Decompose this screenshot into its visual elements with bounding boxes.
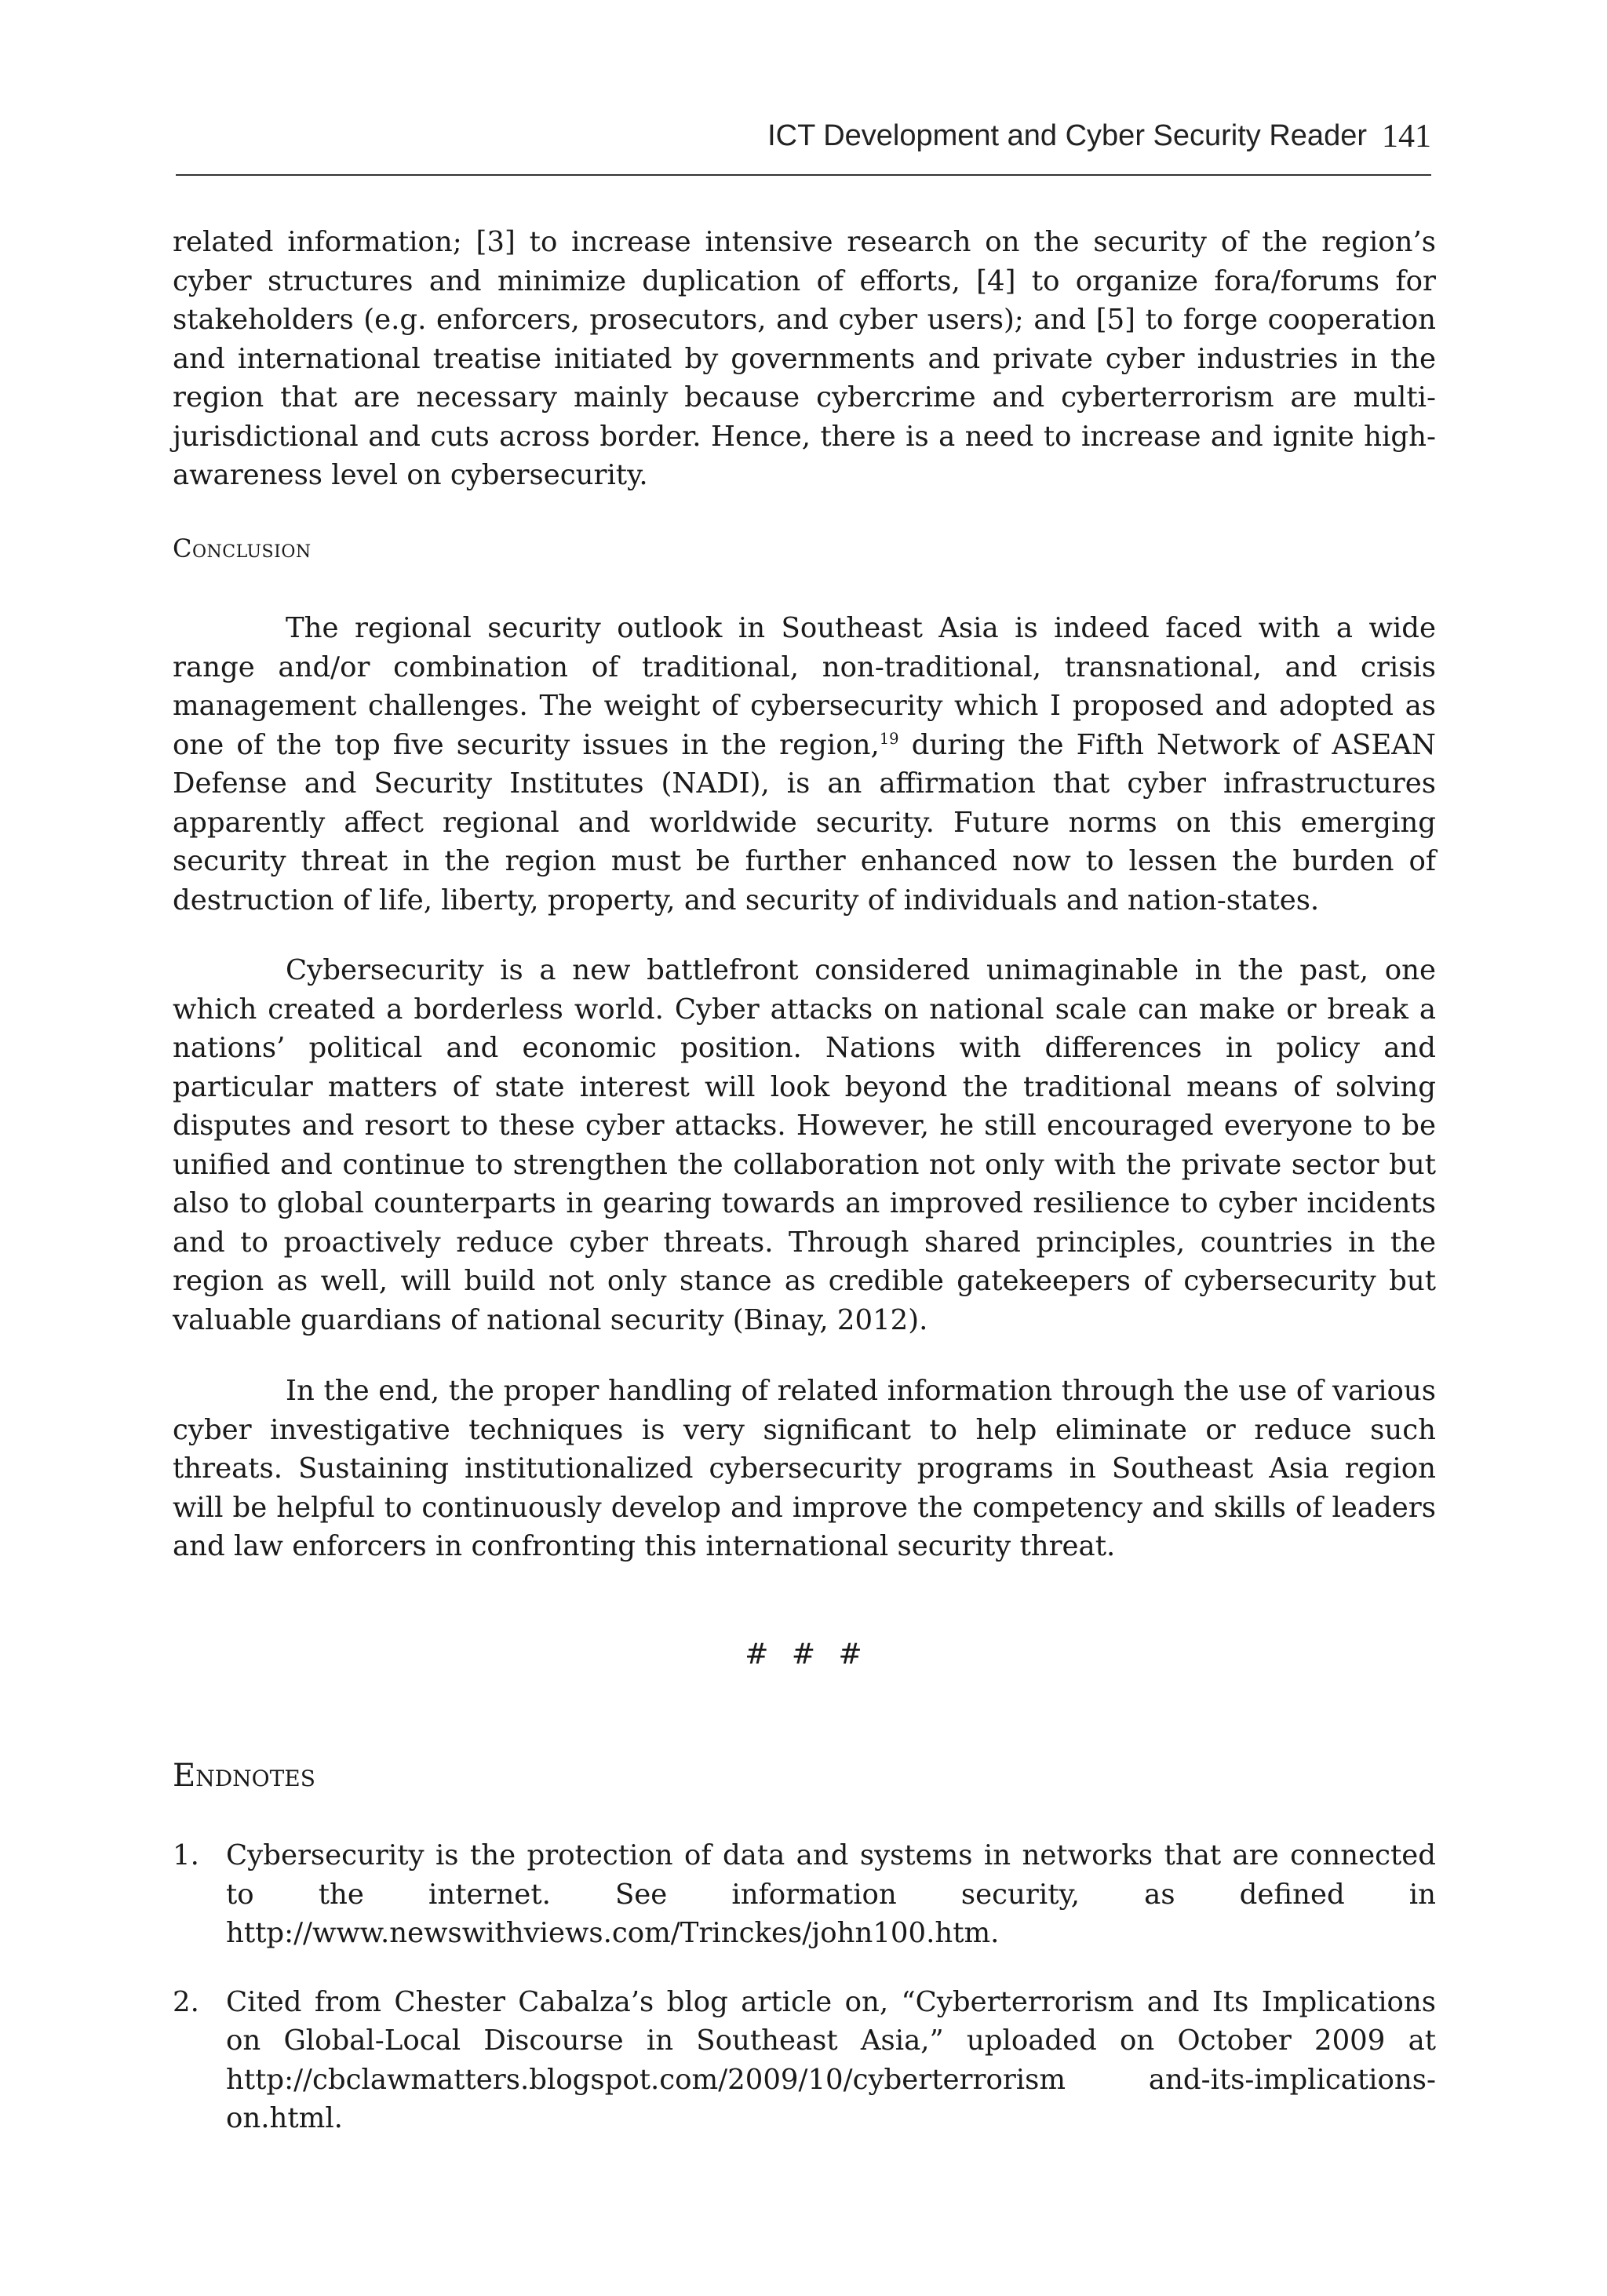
section-separator: # # # [745, 1638, 862, 1671]
endnote-number: 1. [173, 1839, 199, 1871]
intro-paragraph: related information; [3] to increase intensive research on the security of the region’s cyber structures and minimize duplication of efforts, [4] to organize fora/forums for stakeholders (e.g. enforcers, prosecutors, and cyber users); and [5] to forge cooperation and international treatise initiated by governments and private cyber industries in the region that are necessary mainly because cybercrime and cyberterrorism are multi-jurisdictional and cuts across border. Hence, there is a need to increase and ignite high-awareness level on cybersecurity. [173, 226, 1436, 491]
conclusion-paragraph-2: Cybersecurity is a new battlefront considered unimaginable in the past, one which created a borderless world. Cyber attacks on national scale can make or break a nations’ political and economic position. Nations with differences in policy and particular matters of state interest will look beyond the traditional means of solving disputes and resort to these cyber attacks. However, he still encouraged everyone to be unified and continue to strengthen the collaboration not only with the private sector but also to global counterparts in gearing towards an improved resilience to cyber incidents and to proactively reduce cyber threats. Through shared principles, countries in the region as well, will build not only stance as credible gatekeepers of cybersecurity but valuable guardians of national security (Binay, 2012). [173, 954, 1436, 1336]
endnote-item [173, 1983, 1436, 2138]
endnote-item [173, 1836, 1436, 1953]
conclusion-paragraph-1-part-a: The regional security outlook in Southeast Asia is indeed faced with a wide range and/or combination of traditional, non-traditional, transnational, and crisis management challenges. The weight of cybersecurity which I proposed and adopted as one of the top five security issues in the region, [173, 612, 1436, 761]
endnotes-heading: Endnotes [173, 1758, 315, 1794]
running-header-title: ICT Development and Cyber Security Reader [767, 119, 1367, 152]
endnotes-list [173, 1836, 1436, 2168]
endnote-number: 2. [173, 1985, 199, 2018]
conclusion-paragraph-1 [173, 609, 1436, 920]
conclusion-heading: Conclusion [173, 534, 312, 563]
conclusion-paragraph-1-part-b: during the Fifth Network of ASEAN Defense and Security Institutes (NADI), is an affirmation that cyber infrastructures apparently affect regional and worldwide security. Future norms on this emerging security threat in the region must be further enhanced now to lessen the burden of destruction of life, liberty, property, and security of individuals and nation-states. [173, 728, 1436, 917]
endnote-text: Cited from Chester Cabalza’s blog article on, “Cyberterrorism and Its Implications on Global-Local Discourse in Southeast Asia,” uploaded on October 2009 at http://cbclawmatters.blogspot.com/2009/10/cyberterrorism and-its-implications-on.html. [226, 1985, 1436, 2134]
page-number: 141 [1382, 118, 1431, 155]
conclusion-paragraph-3: In the end, the proper handling of related information through the use of various cyber investigative techniques is very significant to help eliminate or reduce such threats. Sustaining institutionalized cybersecurity programs in Southeast Asia region will be helpful to continuously develop and improve the competency and skills of leaders and law enforcers in confronting this international security threat. [173, 1375, 1436, 1562]
endnote-text: Cybersecurity is the protection of data and systems in networks that are connected to the internet. See information security, as defined in http://www.newswithviews.com/Trinckes/john100.htm. [226, 1839, 1436, 1949]
footnote-reference: 19 [879, 729, 899, 748]
running-header [176, 108, 1431, 176]
